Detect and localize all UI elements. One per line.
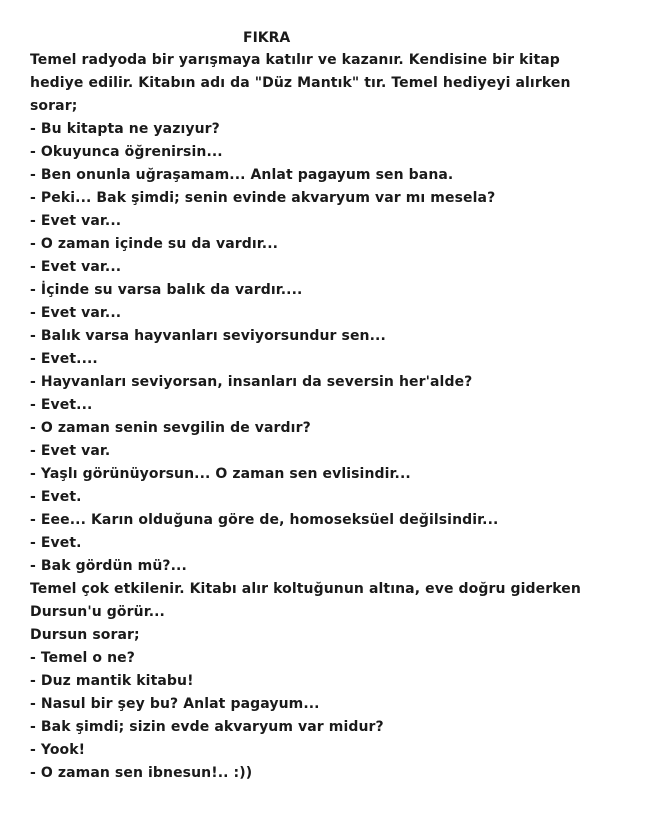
text-line: - Evet var... (30, 259, 122, 275)
text-line: - Evet var... (30, 305, 122, 321)
text-line: - Yaşlı görünüyorsun... O zaman sen evlisindir... (30, 466, 411, 482)
text-line: - Evet var. (30, 443, 111, 459)
text-line: sorar; (30, 98, 78, 114)
text-line: - Eee... Karın olduğuna göre de, homoseksüel değilsindir... (30, 512, 499, 528)
text-line: - Evet var... (30, 213, 122, 229)
joke-text (30, 49, 655, 785)
text-line: Dursun sorar; (30, 627, 140, 643)
text-line: - Evet.... (30, 351, 98, 367)
text-line: - O zaman senin sevgilin de vardır? (30, 420, 311, 436)
text-line: Temel radyoda bir yarışmaya katılır ve kazanır. Kendisine bir kitap (30, 52, 560, 68)
text-line: hediye edilir. Kitabın adı da "Düz Mantık" tır. Temel hediyeyi alırken (30, 75, 571, 91)
text-line: - Ben onunla uğraşamam... Anlat pagayum sen bana. (30, 167, 454, 183)
text-line: - İçinde su varsa balık da vardır.... (30, 282, 303, 298)
text-line: - Hayvanları seviyorsan, insanları da seversin her'alde? (30, 374, 473, 390)
text-line: - Duz mantik kitabu! (30, 673, 194, 689)
text-line: - Evet. (30, 489, 82, 505)
text-line: - O zaman sen ibnesun!.. :)) (30, 765, 253, 781)
text-line: - Balık varsa hayvanları seviyorsundur sen... (30, 328, 386, 344)
text-line: - Bu kitapta ne yazıyur? (30, 121, 220, 137)
text-line: - O zaman içinde su da vardır... (30, 236, 279, 252)
text-line: - Nasul bir şey bu? Anlat pagayum... (30, 696, 320, 712)
text-line: - Bak şimdi; sizin evde akvaryum var midur? (30, 719, 384, 735)
text-line: - Bak gördün mü?... (30, 558, 187, 574)
text-line: - Okuyunca öğrenirsin... (30, 144, 223, 160)
text-line: - Peki... Bak şimdi; senin evinde akvaryum var mı mesela? (30, 190, 496, 206)
text-line: - Evet... (30, 397, 93, 413)
text-line: Temel çok etkilenir. Kitabı alır koltuğunun altına, eve doğru giderken (30, 581, 581, 597)
text-line: - Yook! (30, 742, 86, 758)
page-title: FIKRA (243, 30, 291, 46)
text-line: Dursun'u görür... (30, 604, 165, 620)
text-line: - Temel o ne? (30, 650, 136, 666)
text-line: - Evet. (30, 535, 82, 551)
